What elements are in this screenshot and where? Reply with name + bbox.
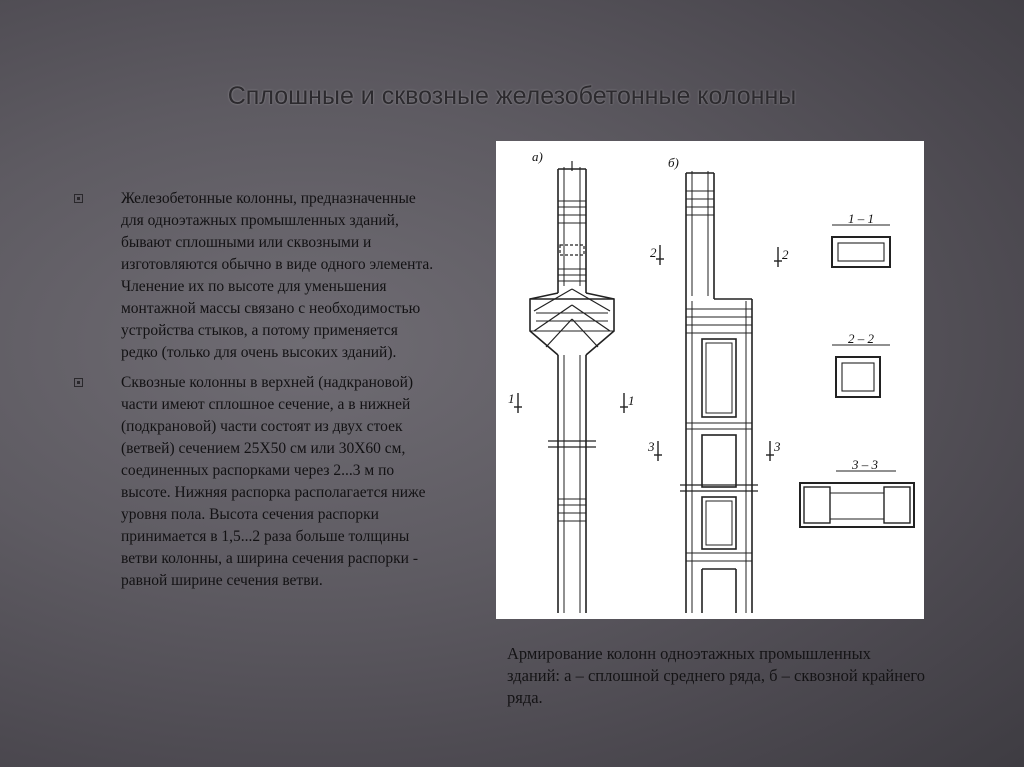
label-b: б) xyxy=(668,155,679,170)
section-3-3-label: 3 – 3 xyxy=(852,457,878,472)
mark-1-left: 1 xyxy=(508,391,515,406)
section-1-1 xyxy=(832,225,890,267)
section-2-2-label: 2 – 2 xyxy=(848,331,874,346)
bullet-list xyxy=(74,188,436,600)
section-2-2 xyxy=(832,345,890,397)
mark-3-left: 3 xyxy=(648,439,655,454)
drawing-svg xyxy=(496,141,924,619)
section-1-1-label: 1 – 1 xyxy=(848,211,874,226)
bullet-square-icon xyxy=(74,194,83,203)
figure-caption: Армирование колонн одноэтажных промышленных зданий: а – сплошной среднего ряда, б – сквозной крайнего ряда. xyxy=(507,644,926,707)
solid-column-a xyxy=(530,161,614,613)
through-column-b xyxy=(680,171,758,613)
column-reinforcement-drawing xyxy=(496,141,924,619)
bullet-item xyxy=(74,372,436,592)
mark-3-right: 3 xyxy=(774,439,781,454)
slide-title: Сплошные и сквозные железобетонные колонны xyxy=(227,82,797,110)
mark-2-right: 2 xyxy=(782,247,789,262)
bullet-text: Железобетонные колонны, предназначенные для одноэтажных промышленных зданий, бывают сплошными или сквозными и изготовляются обычно в виде одного элемента. Членение их по высоте для уменьшения монтажной массы связано с необходимостью устройства стыков, а потому применяется редко (только для очень высоких зданий). xyxy=(121,190,434,361)
section-3-3 xyxy=(800,471,914,527)
label-a: а) xyxy=(532,149,543,164)
mark-1-right: 1 xyxy=(628,393,635,408)
bullet-text: Сквозные колонны в верхней (надкрановой) части имеют сплошное сечение, а в нижней (подкрановой) части состоят из двух стоек (ветвей) сечением 25Х50 см или 30Х60 см, соединенных распорками через 2...3 м по высоте. Нижняя распорка располагается ниже уровня пола. Высота сечения распорки принимается в 1,5...2 раза больше толщины ветви колонны, а ширина сечения распорки - равной ширине сечения ветви. xyxy=(121,374,426,589)
mark-2-left: 2 xyxy=(650,245,657,260)
bullet-item xyxy=(74,188,436,364)
bullet-square-icon xyxy=(74,378,83,387)
